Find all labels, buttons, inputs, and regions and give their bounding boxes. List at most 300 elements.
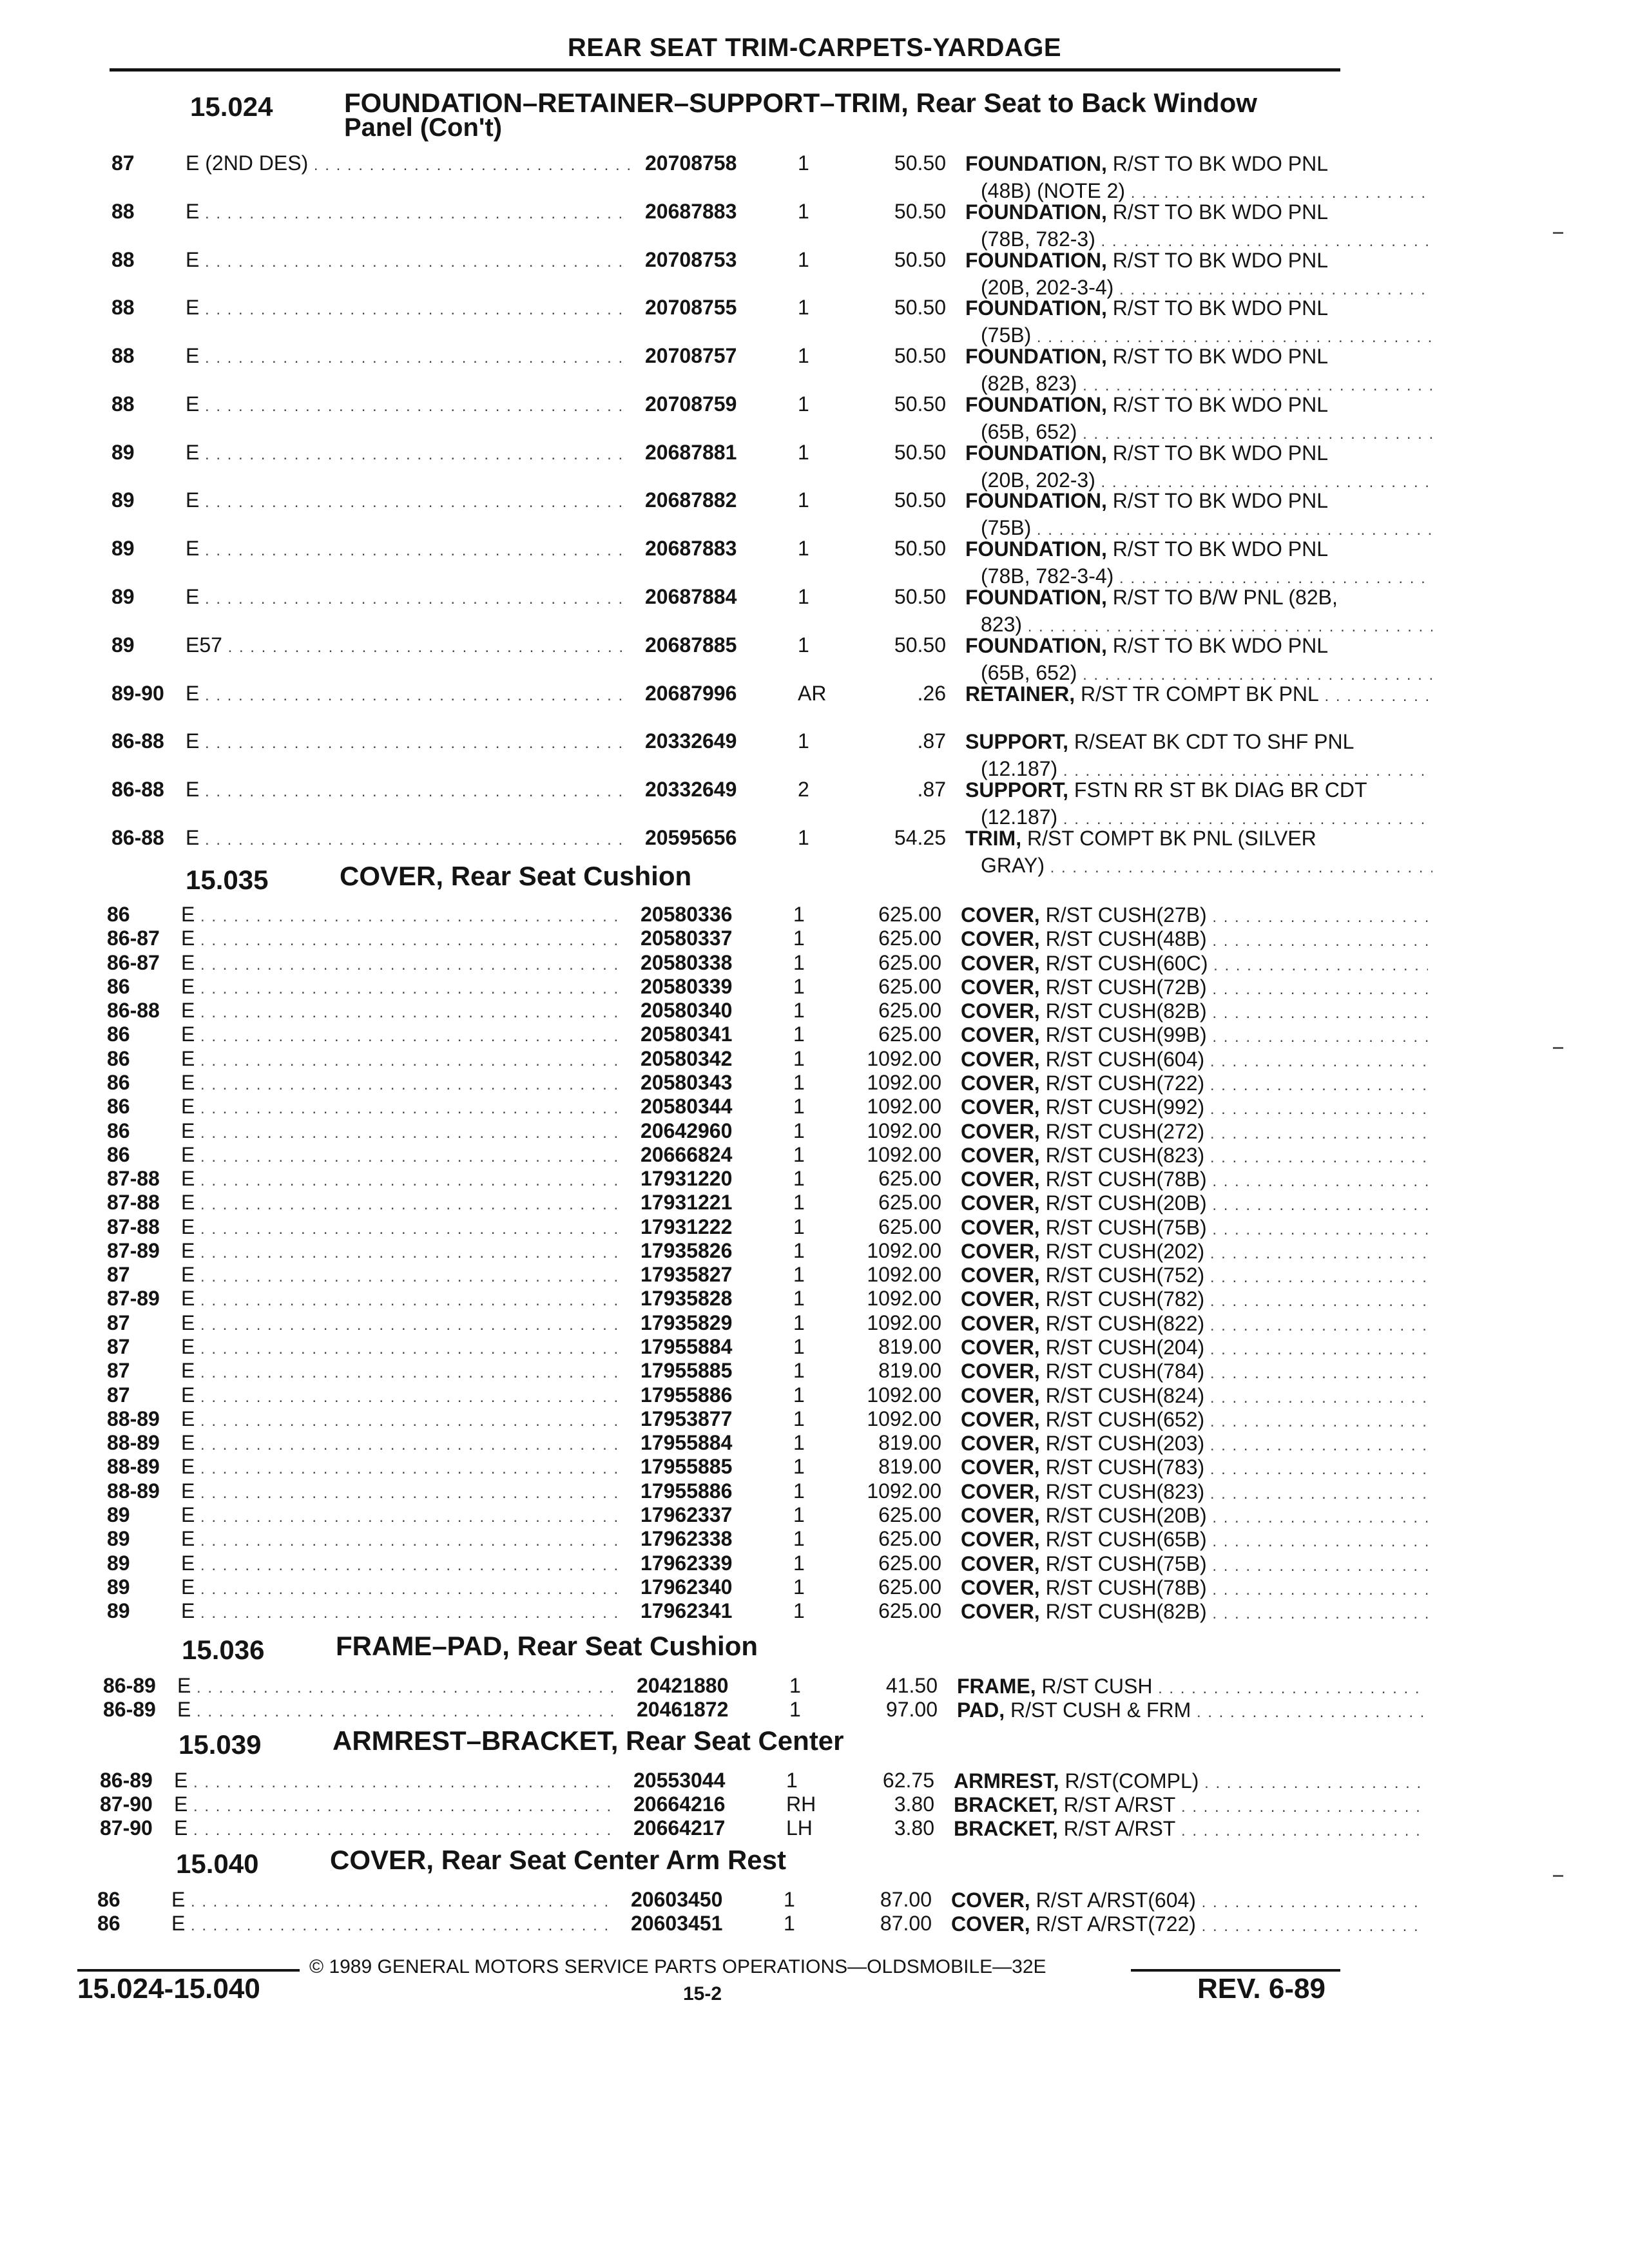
part-name: COVER,	[961, 1528, 1040, 1551]
description-continued: (75B) . . .	[965, 323, 1432, 350]
model-year: 89	[107, 1527, 130, 1550]
model-year: 86	[107, 1119, 130, 1142]
part-description	[965, 778, 1432, 832]
description-line	[954, 1792, 1421, 1820]
part-name: FOUNDATION,	[965, 200, 1107, 224]
quantity: 1	[798, 488, 809, 512]
quantity: 1	[786, 1769, 798, 1792]
part-number: 20580339	[635, 975, 782, 999]
part-name: COVER,	[961, 927, 1040, 950]
part-description	[961, 951, 1428, 978]
description-text: R/ST TO BK WDO PNL	[1112, 345, 1329, 368]
description-line	[961, 1479, 1428, 1506]
section-title: FOUNDATION–RETAINER–SUPPORT–TRIM, Rear Seat to Back Window	[344, 88, 1257, 118]
section-title: COVER, Rear Seat Cushion	[340, 861, 692, 891]
description-text: R/ST CUSH(82B)	[1045, 999, 1207, 1023]
model-code: E57 . . .	[186, 633, 630, 657]
part-name: FOUNDATION,	[965, 489, 1107, 512]
price: 625.00	[878, 1023, 941, 1046]
quantity: 1	[798, 151, 809, 175]
description-text: R/ST CUSH(75B)	[1045, 1552, 1207, 1575]
model-code: E . . .	[171, 1888, 616, 1912]
description-text: R/ST TR COMPT BK PNL	[1080, 682, 1319, 706]
quantity: 2	[798, 778, 809, 801]
part-number: 20708759	[640, 392, 787, 416]
part-number: 20708755	[640, 296, 787, 320]
part-description	[961, 1455, 1428, 1482]
part-description	[965, 392, 1432, 447]
model-code: E . . .	[181, 1479, 626, 1503]
quantity: RH	[786, 1792, 816, 1816]
quantity: 1	[793, 1215, 805, 1238]
part-name: COVER,	[961, 1504, 1040, 1527]
part-name: COVER,	[961, 975, 1040, 999]
model-year: 86-88	[111, 826, 164, 849]
part-name: COVER,	[961, 1168, 1040, 1191]
quantity: 1	[793, 1527, 805, 1550]
price: 97.00	[885, 1698, 938, 1721]
model-code: E . . .	[181, 903, 626, 927]
price: 87.00	[880, 1888, 932, 1911]
price: 625.00	[878, 975, 941, 998]
description-line	[965, 344, 1432, 371]
quantity: 1	[793, 1552, 805, 1575]
part-description	[961, 1552, 1428, 1579]
description-continued: (20B, 202-3-4) . . .	[965, 275, 1432, 302]
part-number: 20580341	[635, 1023, 782, 1046]
price: 1092.00	[867, 1239, 941, 1262]
model-code: E . . .	[177, 1698, 622, 1722]
model-year: 89	[111, 537, 135, 560]
price: 625.00	[878, 1167, 941, 1190]
price: 1092.00	[867, 1311, 941, 1334]
part-number: 20461872	[631, 1698, 778, 1722]
description-line	[961, 1239, 1428, 1266]
part-description	[961, 1095, 1428, 1122]
quantity: 1	[793, 1095, 805, 1118]
model-year: 86	[107, 1071, 130, 1094]
price: 3.80	[894, 1816, 934, 1840]
part-description	[951, 1912, 1418, 1939]
model-code: E . . .	[181, 1095, 626, 1119]
model-year: 86	[97, 1888, 120, 1911]
model-year: 89	[111, 585, 135, 608]
model-year: 89-90	[111, 682, 164, 705]
part-description	[961, 1407, 1428, 1434]
part-name: COVER,	[961, 1360, 1040, 1383]
price: 625.00	[878, 903, 941, 926]
part-name: COVER,	[961, 1480, 1040, 1503]
price: 50.50	[894, 441, 946, 464]
model-code: E . . .	[181, 1215, 626, 1239]
model-code: E . . .	[181, 1023, 626, 1046]
part-name: COVER,	[961, 1072, 1040, 1095]
section-title-continued: Panel (Con't)	[344, 113, 503, 142]
quantity: 1	[798, 344, 809, 367]
quantity: 1	[789, 1698, 801, 1721]
part-name: COVER,	[961, 952, 1040, 975]
price: 50.50	[894, 537, 946, 560]
description-text: R/ST TO BK WDO PNL	[1112, 249, 1329, 272]
part-description	[961, 1263, 1428, 1290]
model-code: E . . .	[177, 1674, 622, 1698]
quantity: 1	[793, 1287, 805, 1310]
part-description	[961, 1383, 1428, 1410]
model-code: E . . .	[181, 975, 626, 999]
price: 50.50	[894, 488, 946, 512]
model-year: 87	[107, 1383, 130, 1407]
part-name: FOUNDATION,	[965, 152, 1107, 175]
part-name: RETAINER,	[965, 682, 1075, 706]
quantity: 1	[793, 1047, 805, 1070]
description-text: R/ST CUSH(722)	[1045, 1072, 1205, 1095]
margin-mark	[1553, 1875, 1563, 1877]
part-description	[961, 1599, 1428, 1626]
part-description	[957, 1674, 1424, 1701]
description-text: R/ST CUSH(78B)	[1045, 1576, 1207, 1599]
model-year: 86	[107, 1143, 130, 1166]
quantity: 1	[784, 1888, 795, 1911]
part-number: 20687883	[640, 200, 787, 224]
model-year: 88	[111, 344, 135, 367]
part-number: 20708758	[640, 151, 787, 175]
description-line	[965, 585, 1432, 612]
part-number: 17935828	[635, 1287, 782, 1311]
model-code: E . . .	[186, 200, 630, 224]
description-text: R/ST(COMPL)	[1065, 1769, 1199, 1792]
part-description	[961, 1287, 1428, 1314]
section-number: 15.035	[186, 865, 269, 895]
model-code: E . . .	[181, 1599, 626, 1623]
description-text: R/ST CUSH & FRM	[1010, 1698, 1191, 1722]
model-year: 87-89	[107, 1287, 160, 1310]
price: 625.00	[878, 1503, 941, 1526]
description-text: R/ST CUSH(823)	[1045, 1144, 1205, 1167]
part-name: FOUNDATION,	[965, 537, 1107, 561]
description-text: R/ST TO BK WDO PNL	[1112, 537, 1329, 561]
part-description	[954, 1792, 1421, 1820]
description-line	[961, 1287, 1428, 1314]
model-year: 86	[97, 1912, 120, 1935]
model-code: E . . .	[181, 1527, 626, 1551]
description-line	[965, 200, 1432, 227]
part-name: COVER,	[961, 1120, 1040, 1143]
quantity: 1	[798, 826, 809, 849]
description-line	[965, 441, 1432, 468]
part-description	[961, 1167, 1428, 1194]
footer-page-number: 15-2	[683, 1983, 722, 2004]
price: 50.50	[894, 392, 946, 416]
price: .87	[917, 729, 946, 753]
part-number: 20421880	[631, 1674, 778, 1698]
part-description	[965, 633, 1432, 687]
price: 1092.00	[867, 1095, 941, 1118]
description-line	[965, 633, 1432, 660]
part-number: 20708757	[640, 344, 787, 368]
part-name: COVER,	[961, 1432, 1040, 1455]
part-description	[961, 1119, 1428, 1146]
price: 62.75	[882, 1769, 934, 1792]
section-title: FRAME–PAD, Rear Seat Cushion	[336, 1631, 758, 1661]
part-description	[961, 1335, 1428, 1362]
part-name: SUPPORT,	[965, 778, 1069, 802]
footer-rule-right	[1131, 1969, 1340, 1972]
description-line	[961, 1071, 1428, 1098]
model-year: 87	[107, 1263, 130, 1286]
footer-copyright: © 1989 GENERAL MOTORS SERVICE PARTS OPERATIONS—OLDSMOBILE—32E	[309, 1956, 1046, 1977]
model-code: E . . .	[186, 441, 630, 465]
model-year: 89	[107, 1599, 130, 1622]
model-year: 87-88	[107, 1167, 160, 1190]
description-line	[965, 682, 1432, 709]
price: 625.00	[878, 999, 941, 1022]
quantity: 1	[793, 1311, 805, 1334]
footer-revision: REV. 6-89	[1197, 1973, 1325, 2004]
quantity: 1	[793, 1263, 805, 1286]
model-code: E . . .	[181, 1119, 626, 1143]
description-line	[951, 1888, 1418, 1915]
part-name: FOUNDATION,	[965, 634, 1107, 657]
model-year: 86-89	[100, 1769, 153, 1792]
part-name: COVER,	[961, 1287, 1040, 1311]
part-name: COVER,	[961, 1216, 1040, 1239]
part-number: 17962340	[635, 1575, 782, 1599]
part-number: 17955885	[635, 1455, 782, 1479]
model-code: E . . .	[186, 392, 630, 416]
quantity: 1	[793, 1407, 805, 1430]
description-line	[961, 1263, 1428, 1290]
quantity: 1	[793, 1119, 805, 1142]
part-description	[961, 1023, 1428, 1050]
quantity: 1	[798, 248, 809, 271]
part-number: 20580337	[635, 927, 782, 950]
description-line	[961, 1527, 1428, 1554]
model-code: E . . .	[186, 729, 630, 753]
part-number: 20580342	[635, 1047, 782, 1071]
price: 1092.00	[867, 1479, 941, 1503]
description-line	[965, 488, 1432, 515]
description-line	[961, 1095, 1428, 1122]
part-description	[961, 1575, 1428, 1602]
part-name: TRIM,	[965, 827, 1022, 850]
part-number: 20603450	[626, 1888, 773, 1912]
part-number: 17955884	[635, 1335, 782, 1359]
description-text: R/ST CUSH(72B)	[1045, 975, 1207, 999]
model-year: 86-87	[107, 927, 160, 950]
part-number: 20580336	[635, 903, 782, 927]
description-text: R/ST TO BK WDO PNL	[1112, 152, 1329, 175]
price: 819.00	[878, 1455, 941, 1478]
description-line	[954, 1816, 1421, 1843]
description-text: R/ST CUSH(824)	[1045, 1384, 1205, 1407]
model-code: E . . .	[181, 1239, 626, 1263]
model-code: E . . .	[181, 1311, 626, 1335]
description-text: R/ST CUSH(652)	[1045, 1408, 1205, 1431]
part-name: COVER,	[961, 1600, 1040, 1623]
model-year: 87-90	[100, 1816, 153, 1840]
price: 50.50	[894, 344, 946, 367]
part-name: COVER,	[961, 1312, 1040, 1335]
model-year: 88-89	[107, 1407, 160, 1430]
part-description	[961, 1143, 1428, 1170]
part-number: 17953877	[635, 1407, 782, 1431]
part-name: COVER,	[961, 1576, 1040, 1599]
part-name: COVER,	[961, 1384, 1040, 1407]
quantity: 1	[793, 1143, 805, 1166]
quantity: 1	[798, 729, 809, 753]
model-year: 88	[111, 200, 135, 223]
quantity: 1	[793, 903, 805, 926]
price: 625.00	[878, 1527, 941, 1550]
price: 3.80	[894, 1792, 934, 1816]
description-line	[961, 999, 1428, 1026]
description-line	[961, 1191, 1428, 1218]
description-continued: (75B) . . .	[965, 515, 1432, 543]
part-description	[965, 826, 1432, 880]
part-number: 17935826	[635, 1239, 782, 1263]
part-description	[961, 1047, 1428, 1074]
description-line	[961, 975, 1428, 1002]
description-line	[961, 903, 1428, 930]
part-name: FOUNDATION,	[965, 586, 1107, 609]
description-line	[965, 151, 1432, 178]
description-text: R/ST CUSH	[1041, 1675, 1153, 1698]
model-year: 89	[107, 1552, 130, 1575]
model-year: 87-88	[107, 1191, 160, 1214]
part-description	[957, 1698, 1424, 1725]
description-line	[961, 1552, 1428, 1579]
description-continued: (78B, 782-3) . . .	[965, 227, 1432, 254]
description-text: R/ST CUSH(75B)	[1045, 1216, 1207, 1239]
description-line	[965, 729, 1432, 756]
part-name: BRACKET,	[954, 1817, 1058, 1840]
price: 50.50	[894, 633, 946, 657]
section-number: 15.039	[178, 1729, 262, 1760]
part-description	[961, 1071, 1428, 1098]
quantity: 1	[798, 441, 809, 464]
description-line	[954, 1769, 1421, 1796]
description-text: R/ST CUSH(204)	[1045, 1336, 1205, 1359]
part-number: 17955885	[635, 1359, 782, 1383]
description-text: R/ST TO BK WDO PNL	[1112, 296, 1329, 320]
description-continued: 823) . . .	[965, 612, 1432, 639]
model-code: E . . .	[181, 1552, 626, 1575]
part-name: COVER,	[961, 1264, 1040, 1287]
price: 54.25	[894, 826, 946, 849]
part-number: 17962339	[635, 1552, 782, 1575]
description-line	[951, 1912, 1418, 1939]
part-name: COVER,	[961, 1240, 1040, 1263]
part-number: 20687882	[640, 488, 787, 512]
part-number: 20553044	[628, 1769, 775, 1792]
description-text: FSTN RR ST BK DIAG BR CDT	[1074, 778, 1367, 802]
part-name: COVER,	[961, 999, 1040, 1023]
price: 1092.00	[867, 1383, 941, 1407]
part-number: 17962341	[635, 1599, 782, 1623]
model-code: E . . .	[181, 1359, 626, 1383]
price: 1092.00	[867, 1143, 941, 1166]
part-number: 17931222	[635, 1215, 782, 1239]
price: 50.50	[894, 585, 946, 608]
model-code: E . . .	[186, 682, 630, 706]
model-code: E . . .	[186, 778, 630, 802]
description-line	[961, 1335, 1428, 1362]
description-text: R/ST CUSH(78B)	[1045, 1168, 1207, 1191]
model-code: E . . .	[181, 1431, 626, 1455]
part-number: 17962338	[635, 1527, 782, 1551]
part-description	[961, 1431, 1428, 1458]
description-text: R/ST A/RST	[1063, 1793, 1176, 1816]
model-code: E . . .	[181, 1191, 626, 1215]
part-name: BRACKET,	[954, 1793, 1058, 1816]
model-code: E . . .	[181, 1455, 626, 1479]
quantity: LH	[786, 1816, 813, 1840]
model-year: 88	[111, 392, 135, 416]
model-code: E . . .	[186, 296, 630, 320]
description-line	[961, 1359, 1428, 1386]
description-continued: (48B) (NOTE 2) . . .	[965, 178, 1432, 206]
description-line	[961, 951, 1428, 978]
part-description	[961, 927, 1428, 954]
price: 819.00	[878, 1359, 941, 1382]
price: 1092.00	[867, 1287, 941, 1310]
description-text: R/ST CUSH(784)	[1045, 1360, 1205, 1383]
model-year: 86-88	[111, 729, 164, 753]
price: 50.50	[894, 151, 946, 175]
quantity: 1	[793, 927, 805, 950]
price: 1092.00	[867, 1263, 941, 1286]
part-description	[965, 441, 1432, 495]
part-name: COVER,	[961, 1408, 1040, 1431]
quantity: 1	[793, 1455, 805, 1478]
model-code: E . . .	[186, 585, 630, 609]
model-code: E . . .	[181, 1047, 626, 1071]
part-description	[961, 1479, 1428, 1506]
part-description	[961, 1359, 1428, 1386]
quantity: 1	[793, 1335, 805, 1358]
part-name: SUPPORT,	[965, 730, 1069, 753]
model-code: E . . .	[171, 1912, 616, 1936]
model-code: E . . .	[181, 1263, 626, 1287]
model-year: 89	[111, 441, 135, 464]
quantity: 1	[793, 1359, 805, 1382]
model-code: E . . .	[181, 1383, 626, 1407]
model-year: 87-90	[100, 1792, 153, 1816]
description-continued: (82B, 823) . . .	[965, 371, 1432, 398]
price: 50.50	[894, 200, 946, 223]
section-number: 15.036	[182, 1635, 265, 1665]
part-number: 20603451	[626, 1912, 773, 1936]
quantity: 1	[789, 1674, 801, 1697]
part-name: COVER,	[961, 1144, 1040, 1167]
model-year: 86	[107, 903, 130, 926]
description-text: R/ST CUSH(203)	[1045, 1432, 1205, 1455]
part-name: FRAME,	[957, 1675, 1036, 1698]
description-line	[961, 1311, 1428, 1338]
model-code: E (2ND DES) . . .	[186, 151, 630, 175]
part-number: 17955886	[635, 1383, 782, 1407]
part-name: COVER,	[961, 1048, 1040, 1071]
price: 50.50	[894, 296, 946, 319]
description-text: R/ST CUSH(822)	[1045, 1312, 1205, 1335]
part-name: COVER,	[951, 1888, 1030, 1912]
price: 1092.00	[867, 1071, 941, 1094]
margin-mark	[1553, 1047, 1563, 1049]
description-text: R/ST TO BK WDO PNL	[1112, 200, 1329, 224]
description-text: R/ST A/RST(722)	[1036, 1912, 1196, 1936]
price: 819.00	[878, 1335, 941, 1358]
description-line	[961, 927, 1428, 954]
